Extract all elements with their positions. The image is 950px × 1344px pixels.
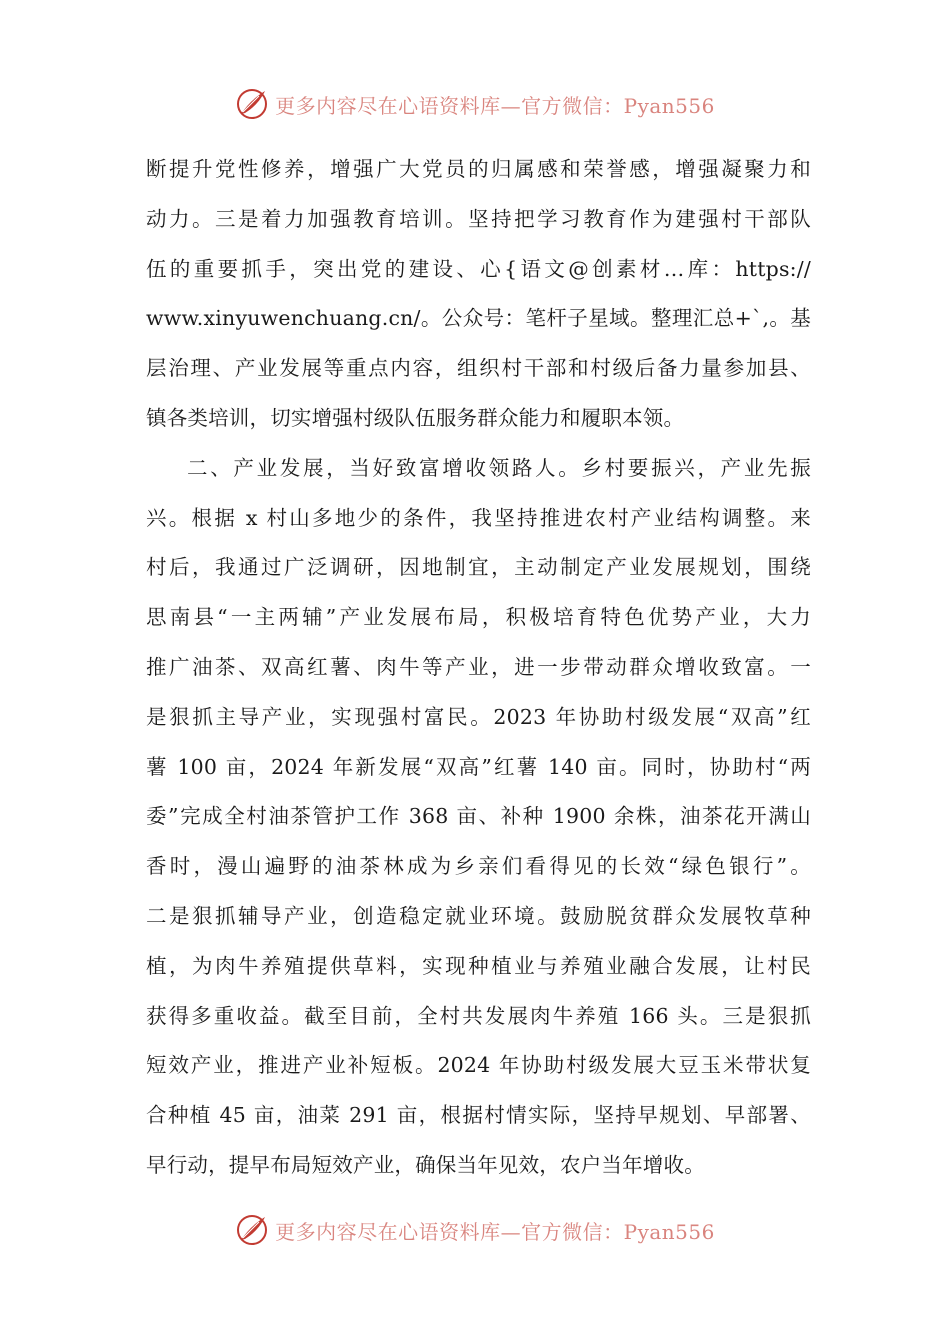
- text-line: 二是狠抓辅导产业，创造稳定就业环境。鼓励脱贫群众发展牧草种: [146, 903, 811, 928]
- quill-logo-icon: [235, 1213, 269, 1247]
- paragraph-1: [146, 145, 811, 444]
- text-line: 短效产业，推进产业补短板。2024 年协助村级发展大豆玉米带状复: [146, 1053, 811, 1078]
- text-line: 推广油茶、双高红薯、肉牛等产业，进一步带动群众增收致富。一: [146, 654, 811, 679]
- text-line: 伍的重要抓手，突出党的建设、心{语文@创素材…库：https://: [146, 256, 811, 281]
- text-line: 镇各类培训，切实增强村级队伍服务群众能力和履职本领。: [146, 405, 685, 430]
- text-line: 兴。根据 x 村山多地少的条件，我坚持推进农村产业结构调整。来: [146, 505, 811, 530]
- text-line: 思南县“一主两辅”产业发展布局，积极培育特色优势产业，大力: [146, 605, 811, 630]
- text-line: www.xinyuwenchuang.cn/。公众号：笔杆子星域。整理汇总+`,。基: [146, 306, 811, 331]
- text-line: 香时，漫山遍野的油茶林成为乡亲们看得见的长效“绿色银行”。: [146, 854, 811, 879]
- header-banner: [0, 84, 950, 124]
- footer-banner: [0, 1210, 950, 1250]
- text-line: 委”完成全村油茶管护工作 368 亩、补种 1900 余株，油茶花开满山: [146, 804, 811, 829]
- text-line: 断提升党性修养，增强广大党员的归属感和荣誉感，增强凝聚力和: [146, 157, 811, 181]
- text-line: 合种植 45 亩，油菜 291 亩，根据村情实际，坚持早规划、早部署、: [146, 1103, 811, 1128]
- document-body: [146, 145, 811, 1191]
- text-line: 薯 100 亩，2024 年新发展“双高”红薯 140 亩。同时，协助村“两: [146, 754, 811, 779]
- footer-banner-text: 更多内容尽在心语资料库—官方微信：Pyan556: [275, 1219, 715, 1244]
- header-banner-text: 更多内容尽在心语资料库—官方微信：Pyan556: [275, 93, 715, 118]
- text-line: 早行动，提早布局短效产业，确保当年见效，农户当年增收。: [146, 1152, 705, 1177]
- paragraph-2: [146, 444, 811, 1191]
- text-line: 层治理、产业发展等重点内容，组织村干部和村级后备力量参加县、: [146, 356, 811, 381]
- text-line: 获得多重收益。截至目前，全村共发展肉牛养殖 166 头。三是狠抓: [146, 1003, 811, 1028]
- text-line: 植，为肉牛养殖提供草料，实现种植业与养殖业融合发展，让村民: [146, 953, 811, 978]
- text-line: 二、产业发展，当好致富增收领路人。乡村要振兴，产业先振: [187, 455, 811, 480]
- quill-logo-icon: [235, 87, 269, 121]
- text-line: 是狠抓主导产业，实现强村富民。2023 年协助村级发展“双高”红: [146, 704, 811, 729]
- text-line: 动力。三是着力加强教育培训。坚持把学习教育作为建强村干部队: [146, 206, 811, 231]
- text-line: 村后，我通过广泛调研，因地制宜，主动制定产业发展规划，围绕: [146, 555, 811, 580]
